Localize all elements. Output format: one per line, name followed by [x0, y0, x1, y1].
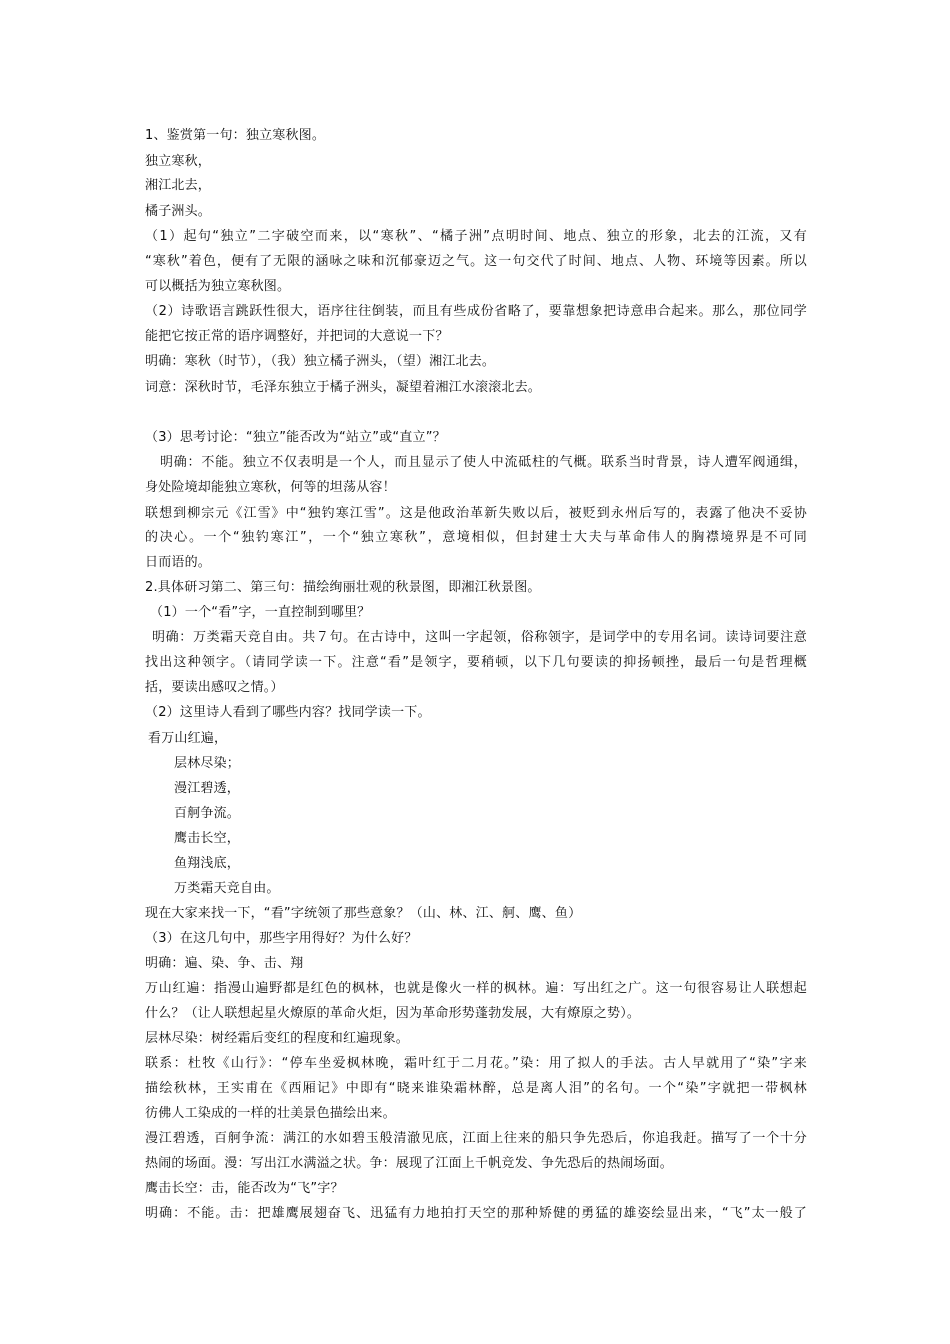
- poem-line: 万类霜天竞自由。: [174, 881, 280, 896]
- poem-line: 鱼翔浅底，: [174, 856, 241, 871]
- poem-line: 独立寒秋，: [145, 154, 212, 169]
- paragraph-line: 鹰击长空：击，能否改为“飞”字？: [145, 1181, 344, 1196]
- paragraph-line: “寒秋”着色，便有了无限的涵咏之味和沉郁豪迈之气。这一句交代了时间、地点、人物、环境等因素。所以: [145, 254, 807, 269]
- paragraph-line: （1）起句“独立”二字破空而来，以“寒秋”、“橘子洲”点明时间、地点、独立的形象，北去的江流，又有: [145, 229, 807, 244]
- paragraph-line: 的决心。一个“独钓寒江”，一个“独立寒秋”，意境相似，但封建士大夫与革命伟人的胸襟境界是不可同: [145, 530, 807, 545]
- paragraph-line: 描绘秋林，王实甫在《西厢记》中即有“晓来谁染霜林醉，总是离人泪”的名句。一个“染”字就把一带枫林: [145, 1081, 807, 1096]
- paragraph-line: 万山红遍：指漫山遍野都是红色的枫林，也就是像火一样的枫林。遍：写出红之广。这一句很容易让人联想起: [145, 981, 807, 996]
- poem-line: 看万山红遍，: [148, 731, 228, 746]
- poem-line: 百舸争流。: [174, 806, 241, 821]
- paragraph-line: （2）这里诗人看到了哪些内容？找同学读一下。: [145, 705, 431, 720]
- section-heading-1: 1、鉴赏第一句：独立寒秋图。: [145, 128, 326, 143]
- paragraph-line: 明确：不能。独立不仅表明是一个人，而且显示了使人中流砥柱的气概。联系当时背景，诗人遭军阀通缉，: [160, 455, 807, 470]
- paragraph-line: （2）诗歌语言跳跃性很大，语序往往倒装，而且有些成份省略了，要靠想象把诗意串合起来。那么，那位同学: [145, 304, 807, 319]
- paragraph-line: 明确：万类霜天竞自由。共７句。在古诗中，这叫一字起领，俗称领字，是词学中的专用名词。读诗词要注意: [152, 630, 807, 645]
- paragraph-line: 身处险境却能独立寒秋，何等的坦荡从容！: [145, 480, 396, 495]
- paragraph-line: （3）思考讨论：“独立”能否改为“站立”或“直立”？: [145, 430, 446, 445]
- paragraph-line: 联想到柳宗元《江雪》中“独钓寒江雪”。这是他政治革新失败以后，被贬到永州后写的，表露了他决不妥协: [145, 506, 807, 521]
- section-heading-2: 2.具体研习第二、第三句：描绘绚丽壮观的秋景图，即湘江秋景图。: [145, 580, 541, 595]
- poem-line: 橘子洲头。: [145, 204, 212, 219]
- paragraph-line: 明确：遍、染、争、击、翔: [145, 956, 304, 971]
- paragraph-line: 彷佛人工染成的一样的壮美景色描绘出来。: [145, 1106, 396, 1121]
- paragraph-line: 词意：深秋时节，毛泽东独立于橘子洲头，凝望着湘江水滚滚北去。: [145, 380, 542, 395]
- poem-line: 鹰击长空，: [174, 831, 241, 846]
- paragraph-line: 找出这种领字。（请同学读一下。注意“看”是领字，要稍顿，以下几句要读的抑扬顿挫，最后一句是哲理概: [145, 655, 807, 670]
- paragraph-line: （3）在这几句中，那些字用得好？为什么好？: [145, 931, 418, 946]
- paragraph-line: 能把它按正常的语序调整好，并把词的大意说一下？: [145, 329, 449, 344]
- paragraph-line: 可以概括为独立寒秋图。: [145, 279, 291, 294]
- poem-line: 层林尽染；: [174, 756, 241, 771]
- paragraph-line: 明确：寒秋（时节），（我）独立橘子洲头，（望）湘江北去。: [145, 354, 496, 369]
- paragraph-line: 什么？（让人联想起星火燎原的革命火炬，因为革命形势蓬勃发展，大有燎原之势）。: [145, 1006, 641, 1021]
- paragraph-line: （1）一个“看”字，一直控制到哪里？: [150, 605, 371, 620]
- paragraph-line: 漫江碧透，百舸争流：满江的水如碧玉般清澈见底，江面上往来的船只争先恐后，你追我赶。描写了一个十分: [145, 1131, 807, 1146]
- paragraph-line: 现在大家来找一下，“看”字统领了那些意象？（山、林、江、舸、鹰、鱼）: [145, 906, 582, 921]
- poem-line: 湘江北去，: [145, 178, 212, 193]
- paragraph-line: 括，要读出感叹之情。）: [145, 680, 284, 695]
- paragraph-line: 日而语的。: [145, 555, 212, 570]
- paragraph-line: 热闹的场面。漫：写出江水满溢之状。争：展现了江面上千帆竞发、争先恐后的热闹场面。: [145, 1156, 674, 1171]
- paragraph-line: 明确：不能。击：把雄鹰展翅奋飞、迅猛有力地拍打天空的那种矫健的勇猛的雄姿绘显出来，“飞”太一般了: [145, 1206, 807, 1221]
- poem-line: 漫江碧透，: [174, 781, 241, 796]
- paragraph-line: 层林尽染：树经霜后变红的程度和红遍现象。: [145, 1031, 410, 1046]
- paragraph-line: 联系：杜牧《山行》：“停车坐爱枫林晚，霜叶红于二月花。”染：用了拟人的手法。古人早就用了“染”字来: [145, 1056, 807, 1071]
